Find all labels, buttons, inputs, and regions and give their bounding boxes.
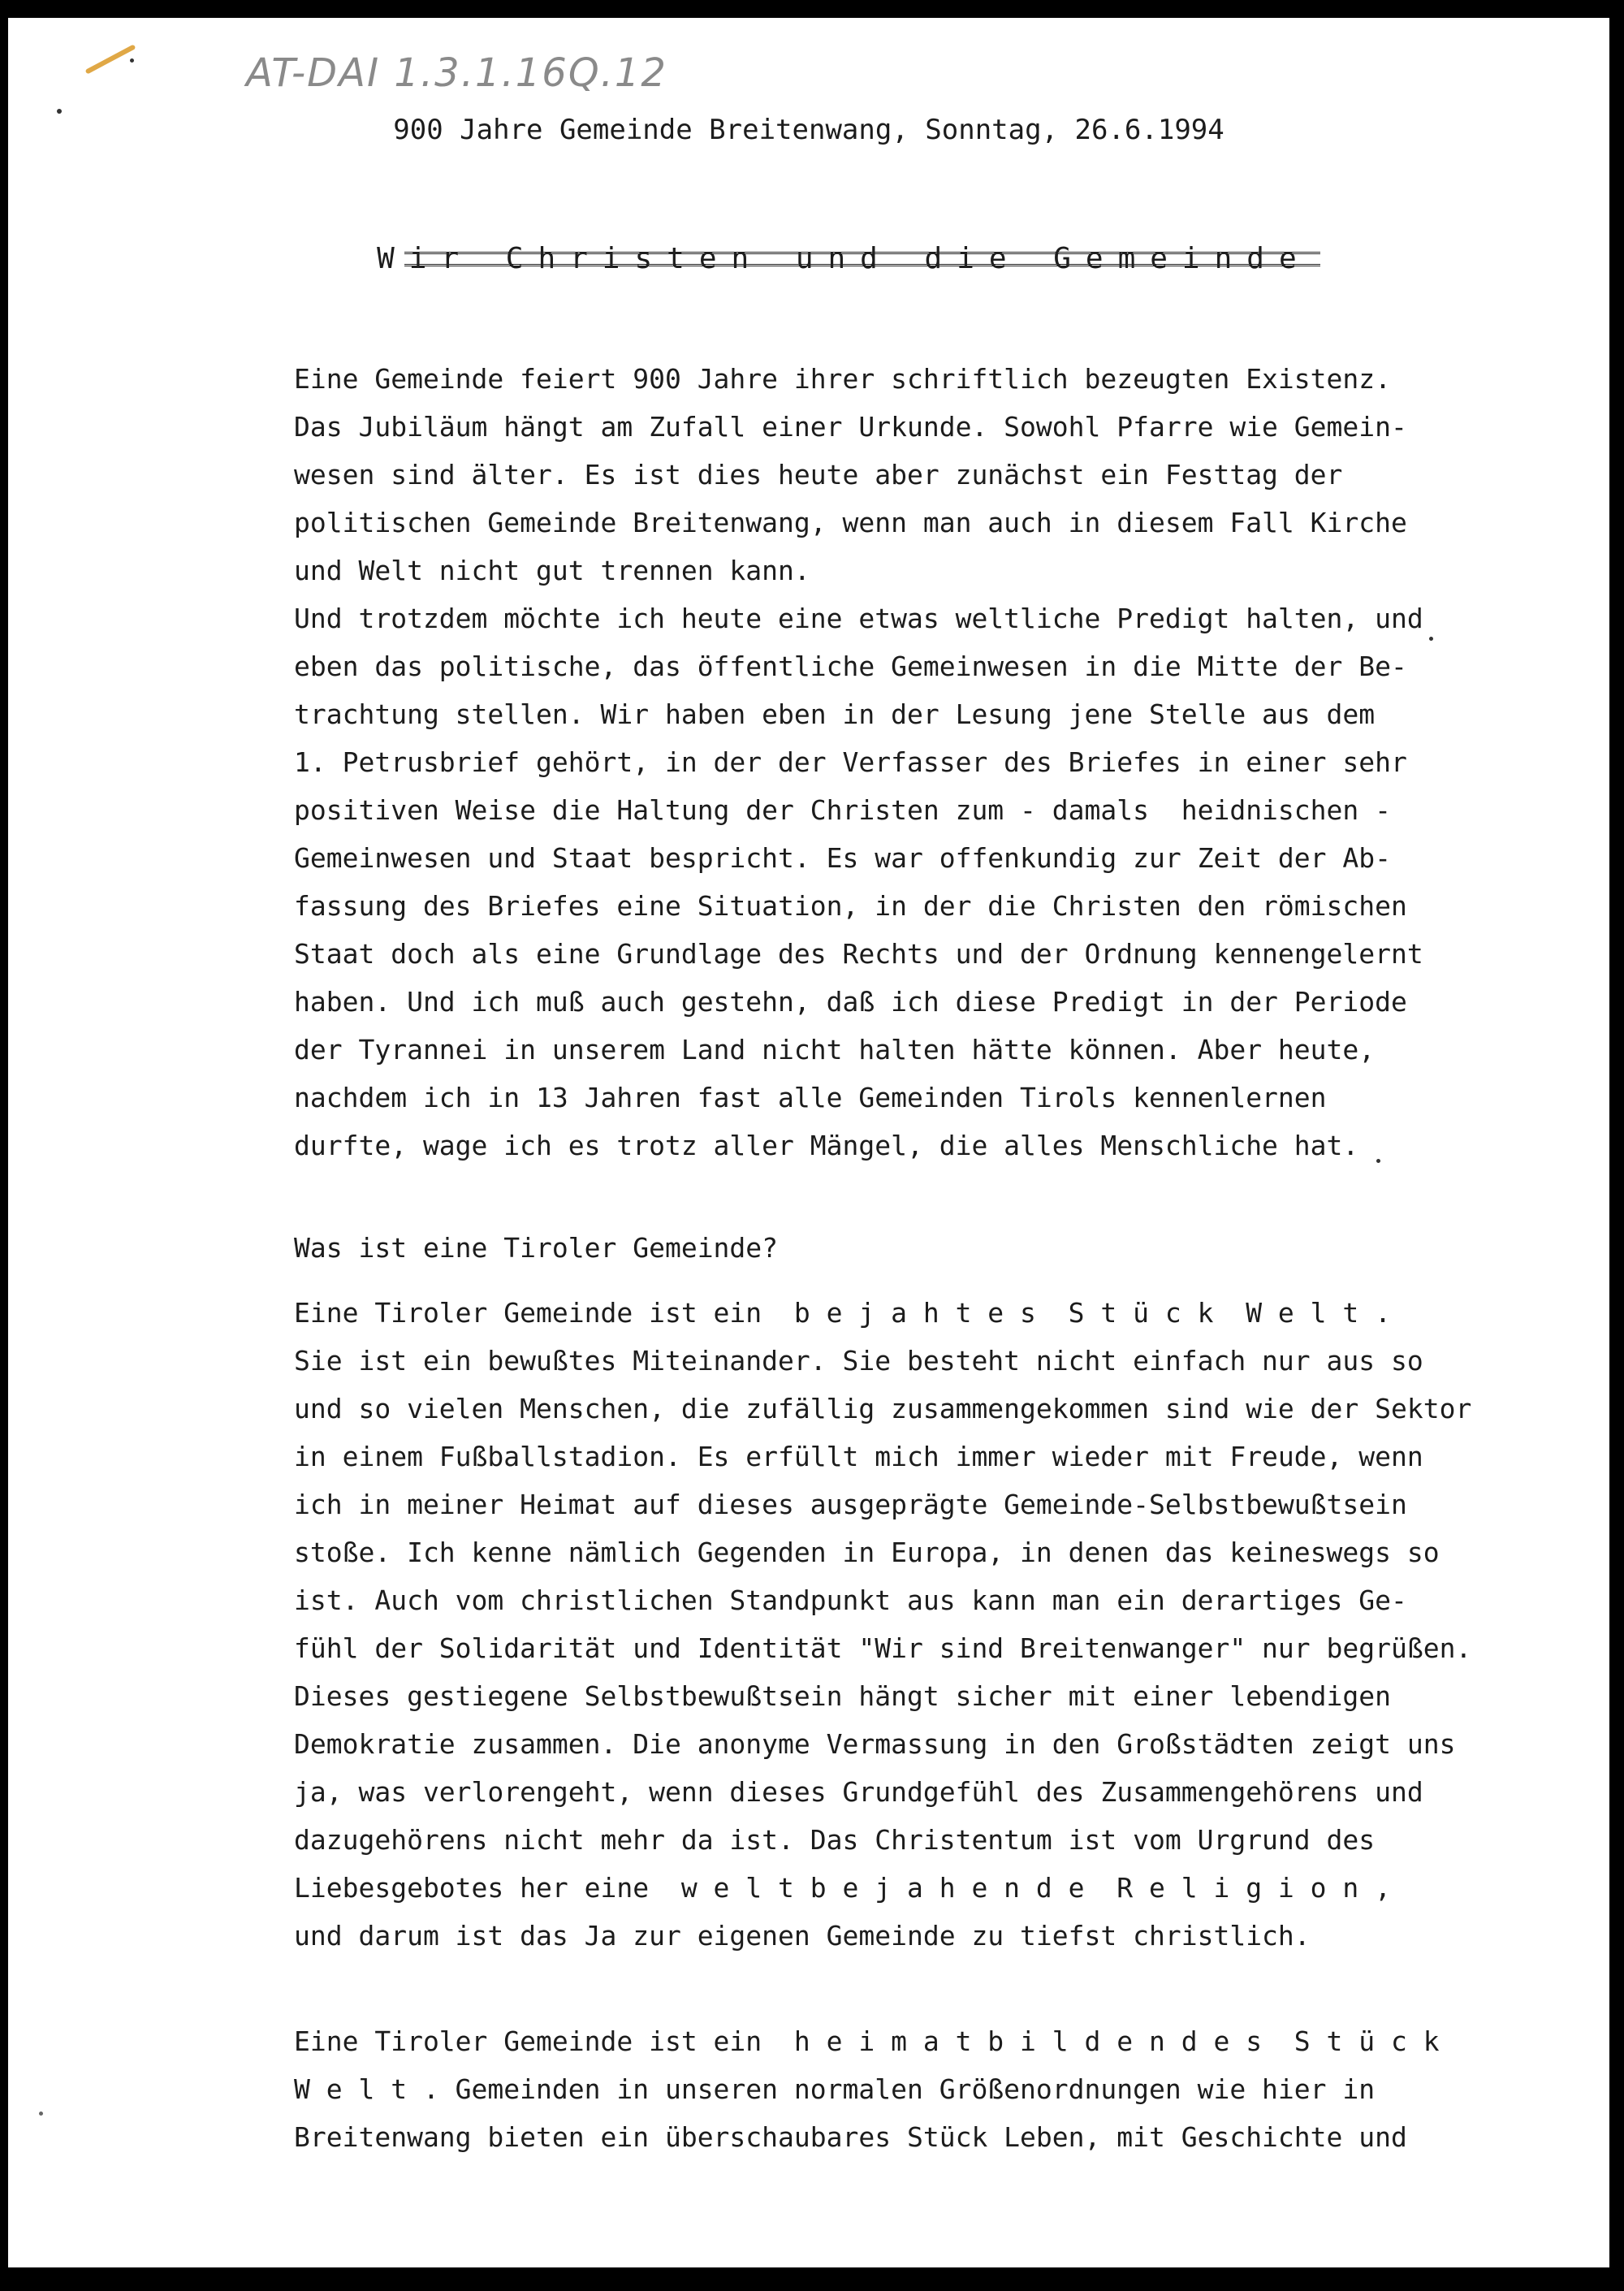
text-line: Sie ist ein bewußtes Miteinander. Sie besteht nicht einfach nur aus so	[294, 1345, 1423, 1377]
text-line: durfte, wage ich es trotz aller Mängel, die alles Menschliche hat.	[294, 1130, 1359, 1161]
text-line: ich in meiner Heimat auf dieses ausgeprägte Gemeinde-Selbstbewußtsein	[294, 1489, 1407, 1520]
text-line: in einem Fußballstadion. Es erfüllt mich immer wieder mit Freude, wenn	[294, 1441, 1423, 1472]
text-line: Und trotzdem möchte ich heute eine etwas weltliche Predigt halten, und	[294, 603, 1423, 634]
text-line: fassung des Briefes eine Situation, in der die Christen den römischen	[294, 890, 1407, 922]
text-line: Liebesgebotes her eine w e l t b e j a h e n d e R e l i g i o n ,	[294, 1872, 1392, 1904]
ink-dot	[1376, 1159, 1380, 1163]
section-question: Was ist eine Tiroler Gemeinde?	[294, 1232, 779, 1264]
text-line: und Welt nicht gut trennen kann.	[294, 555, 810, 586]
pen-mark	[85, 44, 136, 74]
text-line: Gemeinwesen und Staat bespricht. Es war offenkundig zur Zeit der Ab-	[294, 842, 1392, 874]
text-line: fühl der Solidarität und Identität "Wir sind Breitenwanger" nur begrüßen.	[294, 1632, 1472, 1664]
text-line: der Tyrannei in unserem Land nicht halten hätte können. Aber heute,	[294, 1034, 1376, 1066]
text-line: eben das politische, das öffentliche Gemeinwesen in die Mitte der Be-	[294, 651, 1407, 682]
text-line: nachdem ich in 13 Jahren fast alle Gemeinden Tirols kennenlernen	[294, 1082, 1327, 1113]
text-line: Das Jubiläum hängt am Zufall einer Urkunde. Sowohl Pfarre wie Gemein-	[294, 411, 1407, 443]
text-line: Dieses gestiegene Selbstbewußtsein hängt sicher mit einer lebendigen	[294, 1680, 1392, 1712]
text-line: politischen Gemeinde Breitenwang, wenn man auch in diesem Fall Kirche	[294, 507, 1407, 538]
text-line: ist. Auch vom christlichen Standpunkt aus kann man ein derartiges Ge-	[294, 1584, 1407, 1616]
document-page	[8, 18, 1609, 2267]
text-line: Breitenwang bieten ein überschaubares Stück Leben, mit Geschichte und	[294, 2121, 1407, 2153]
text-line: Demokratie zusammen. Die anonyme Vermassung in den Großstädten zeigt uns	[294, 1728, 1456, 1760]
title-double-underline	[404, 252, 1320, 266]
ink-dot	[39, 2112, 43, 2116]
text-line: Staat doch als eine Grundlage des Rechts und der Ordnung kennengelernt	[294, 938, 1423, 970]
text-line: und so vielen Menschen, die zufällig zusammengekommen sind wie der Sektor	[294, 1393, 1472, 1424]
text-line: trachtung stellen. Wir haben eben in der Lesung jene Stelle aus dem	[294, 698, 1376, 730]
text-line: Eine Tiroler Gemeinde ist ein b e j a h t e s S t ü c k W e l t .	[294, 1297, 1392, 1329]
text-line: haben. Und ich muß auch gestehn, daß ich diese Predigt in der Periode	[294, 986, 1407, 1018]
text-line: 1. Petrusbrief gehört, in der der Verfasser des Briefes in einer sehr	[294, 746, 1407, 778]
archive-reference: AT-DAI 1.3.1.16Q.12	[246, 50, 667, 96]
document-header: 900 Jahre Gemeinde Breitenwang, Sonntag, 26.6.1994	[393, 114, 1224, 146]
text-line: wesen sind älter. Es ist dies heute aber zunächst ein Festtag der	[294, 459, 1343, 491]
text-line: W e l t . Gemeinden in unseren normalen Größenordnungen wie hier in	[294, 2073, 1376, 2105]
text-line: stoße. Ich kenne nämlich Gegenden in Europa, in denen das keineswegs so	[294, 1537, 1440, 1568]
text-line: Eine Tiroler Gemeinde ist ein h e i m a t b i l d e n d e s S t ü c k	[294, 2025, 1440, 2057]
text-line: Eine Gemeinde feiert 900 Jahre ihrer schriftlich bezeugten Existenz.	[294, 363, 1392, 395]
title-text: Wir Christen und die Gemeinde	[377, 242, 1311, 275]
text-line: und darum ist das Ja zur eigenen Gemeinde zu tiefst christlich.	[294, 1920, 1311, 1952]
text-line: ja, was verlorengeht, wenn dieses Grundgefühl des Zusammengehörens und	[294, 1776, 1423, 1808]
text-line: dazugehörens nicht mehr da ist. Das Christentum ist vom Urgrund des	[294, 1824, 1376, 1856]
text-line: positiven Weise die Haltung der Christen zum - damals heidnischen -	[294, 794, 1392, 826]
ink-dot	[130, 58, 134, 63]
ink-dot	[1429, 637, 1433, 641]
